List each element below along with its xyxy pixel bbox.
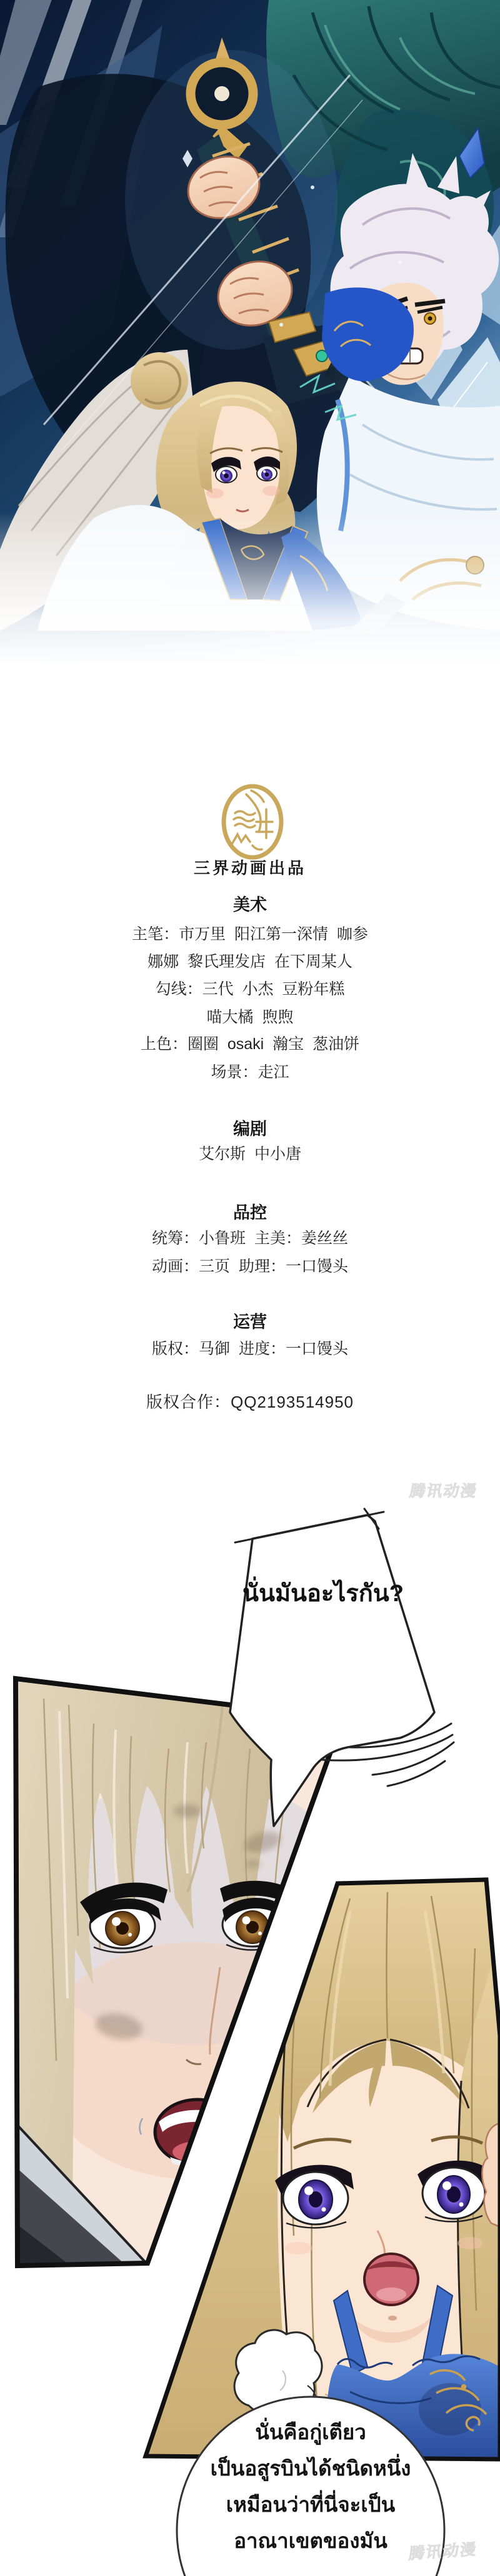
credit-line: 勾线：三代 小杰 豆粉年糕 [155, 980, 345, 998]
credit-line: 场景：走江 [211, 1063, 289, 1081]
credits-heading-ops: 运营 [233, 1313, 267, 1331]
watermark-bottom: 腾讯动漫 [408, 2540, 478, 2563]
speech-bubble-answer-text [173, 2414, 448, 2559]
copyright-contact-line: 版权合作：QQ2193514950 [146, 1393, 354, 1411]
panel2-mouth [364, 2254, 418, 2305]
credits-heading-script: 编剧 [233, 1120, 267, 1138]
publisher-caption: 三界动画出品 [193, 859, 306, 877]
credit-line: 动画：三页 助理：一口馒头 [152, 1258, 348, 1275]
answer-line: เหมือนว่าที่นี่จะเป็น [226, 2493, 396, 2516]
credit-line: 上色：圈圈 osaki 瀚宝 葱油饼 [140, 1035, 360, 1053]
artwork-fade [0, 512, 500, 665]
credit-line: 娜娜 黎氏理发店 在下周某人 [148, 953, 352, 970]
credit-line: 统筹：小鲁班 主美：姜丝丝 [152, 1230, 348, 1247]
speech-bubble-question-text: นั่นมันอะไรกัน? [242, 1581, 404, 1607]
publisher-logo [224, 786, 281, 857]
credit-line: 版权：马御 进度：一口馒头 [152, 1340, 348, 1358]
credits-heading-art: 美术 [233, 896, 267, 914]
answer-line: เป็นอสูรบินได้ชนิดหนึ่ง [210, 2457, 411, 2480]
credits-heading-qc: 品控 [233, 1203, 267, 1222]
answer-line: อาณาเขตของมัน [234, 2529, 388, 2552]
credit-line: 喵大橘 煦煦 [206, 1009, 294, 1026]
cover-artwork [0, 0, 500, 665]
credit-line: 主笔：市万里 阳江第一深情 咖参 [132, 925, 368, 943]
credit-line: 艾尔斯 中小唐 [199, 1145, 301, 1163]
watermark-top: 腾讯动漫 [408, 1483, 479, 1500]
answer-line: นั่นคือกู่เตียว [255, 2421, 366, 2444]
